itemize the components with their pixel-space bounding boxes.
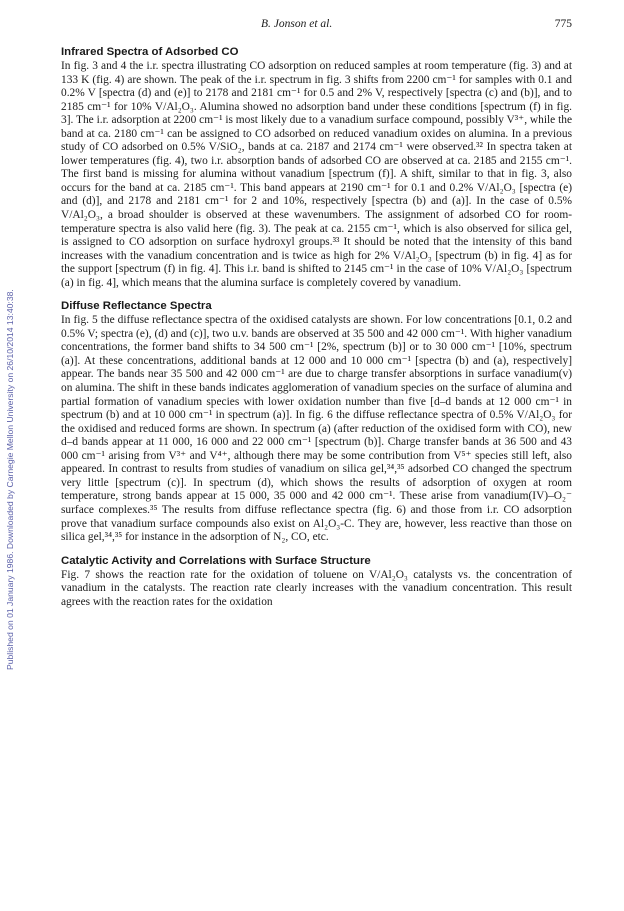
section-diffuse-reflectance [61, 298, 572, 544]
running-header [61, 18, 572, 36]
section-catalytic-activity [61, 553, 572, 610]
section-heading: Catalytic Activity and Correlations with Surface Structure [61, 554, 371, 567]
section-heading: Diffuse Reflectance Spectra [61, 300, 212, 313]
section-paragraph: In fig. 5 the diffuse reflectance spectra of the oxidised catalysts are shown. For low concentrations [0.1, 0.2 and 0.5% V; spectra (e), (d) and (c)], two u.v. bands are observed at 35 500 and 42 000 cm⁻¹. With higher vanadium concentrations, the former band shifts to 34 500 cm⁻¹ [2%, spectrum (b)] or to 30 000 cm⁻¹ [10%, spectrum (a)]. At these concentrations, additional bands at 12 000 and 10 000 cm⁻¹ [spectra (b) and (a), respectively] appear. The bands near 35 500 and 42 000 cm⁻¹ are due to charge transfer absorptions in surface vanadium(v) on alumina. The shift in these bands indicates agglomeration of vanadium species on the surface of alumina and partial formation of vanadium species with lower oxidation number than five [d–d bands at 12 000 cm⁻¹ in spectrum (b) and at 10 000 cm⁻¹ in spectrum (a)]. In fig. 6 the diffuse reflectance spectra of 0.5% V/Al₂O₃ for the oxidised and reduced forms are shown. In spectrum (a) (after reduction of the oxidised form with CO), new d–d bands appear at 11 000, 16 000 and 22 000 cm⁻¹ [spectrum (b)]. Charge transfer bands at 36 500 and 43 000 cm⁻¹ arising from V³⁺ and V⁴⁺, although there may be some contribution from V⁵⁺ species still left, also appeared. In contrast to results from studies of vanadium on silica gel,³⁴,³⁵ adsorbed CO changed the spectrum very little [spectrum (c)]. In spectrum (d), which shows the results of adsorption of oxygen at room temperature, strong bands appear at 15 000, 35 000 and 42 000 cm⁻¹. These arise from vanadium(IV)–O₂⁻ surface complexes.³⁵ The results from diffuse reflectance spectra (fig. 6) and those from i.r. CO adsorption prove that vanadium surface compounds also exist on Al₂O₃-C. They are, however, less reactive than those on silica gel,³⁴,³⁵ for instance in the adsorption of N₂, CO, etc. [61, 314, 572, 544]
article-body [61, 44, 572, 609]
header-authors: B. Jonson et al. [261, 18, 333, 30]
download-watermark [5, 110, 19, 670]
section-paragraph: Fig. 7 shows the reaction rate for the oxidation of toluene on V/Al₂O₃ catalysts vs. the concentration of vanadium in the catalysts. The reaction rate clearly increases with the vanadium concentration. This result agrees with the reaction rates for the oxidation [61, 568, 572, 608]
section-infrared-spectra [61, 44, 572, 290]
section-paragraph: In fig. 3 and 4 the i.r. spectra illustrating CO adsorption on reduced samples at room temperature (fig. 3) and at 133 K (fig. 4) are shown. The peak of the i.r. spectrum in fig. 3 shifts from 2200 cm⁻¹ for samples with 0.1 and 0.2% V [spectra (d) and (e)] to 2178 and 2181 cm⁻¹ for 0.5 and 2% V, respectively [spectra (c) and (b)], and to 2185 cm⁻¹ for 10% V/Al₂O₃. Alumina showed no adsorption band under these conditions [spectrum (f) in fig. 3]. The i.r. adsorption at 2200 cm⁻¹ is most likely due to a vanadium surface compound, possibly V³⁺, while the band at ca. 2180 cm⁻¹ can be assigned to CO adsorbed on reduced vanadium oxides on alumina. In a previous study of CO adsorbed on 0.5% V/SiO₂, bands at ca. 2187 and 2174 cm⁻¹ were observed.³² In spectra taken at lower temperatures (fig. 4), two i.r. absorption bands of adsorbed CO are observed at ca. 2185 and 2155 cm⁻¹. The first band is missing for alumina without vanadium [spectrum (f)]. A shift, similar to that in fig. 3, also occurs for the band at ca. 2185 cm⁻¹. This band appears at 2190 cm⁻¹ for 0.1 and 0.2% V/Al₂O₃ [spectra (e) and (d)], and 2178 and 2181 cm⁻¹ for 2 and 10%, respectively [spectra (b) and (a)]. In the case of 0.5% V/Al₂O₃, a broad shoulder is observed at these wavenumbers. The assignment of adsorbed CO for room-temperature spectra is also valid here (fig. 3). The peak at ca. 2155 cm⁻¹, which is also observed for silica gel, is assigned to CO adsorption on surface hydroxyl groups.³³ It should be noted that the intensity of this band increases with the vanadium concentration and is twice as high for 2% V/Al₂O₃ [spectrum (b) in fig. 4] as for the support [spectrum (f) in fig. 4]. This i.r. band is shifted to 2145 cm⁻¹ in the case of 10% V/Al₂O₃ [spectrum (a) in fig. 4], which means that the alumina surface is completely covered by vanadium. [61, 60, 572, 289]
page-number: 775 [554, 18, 572, 30]
section-heading: Infrared Spectra of Adsorbed CO [61, 46, 239, 58]
download-note: Published on 01 January 1986. Downloaded by Carnegie Mellon University on 26/10/2014 13:40:38. [5, 289, 15, 670]
